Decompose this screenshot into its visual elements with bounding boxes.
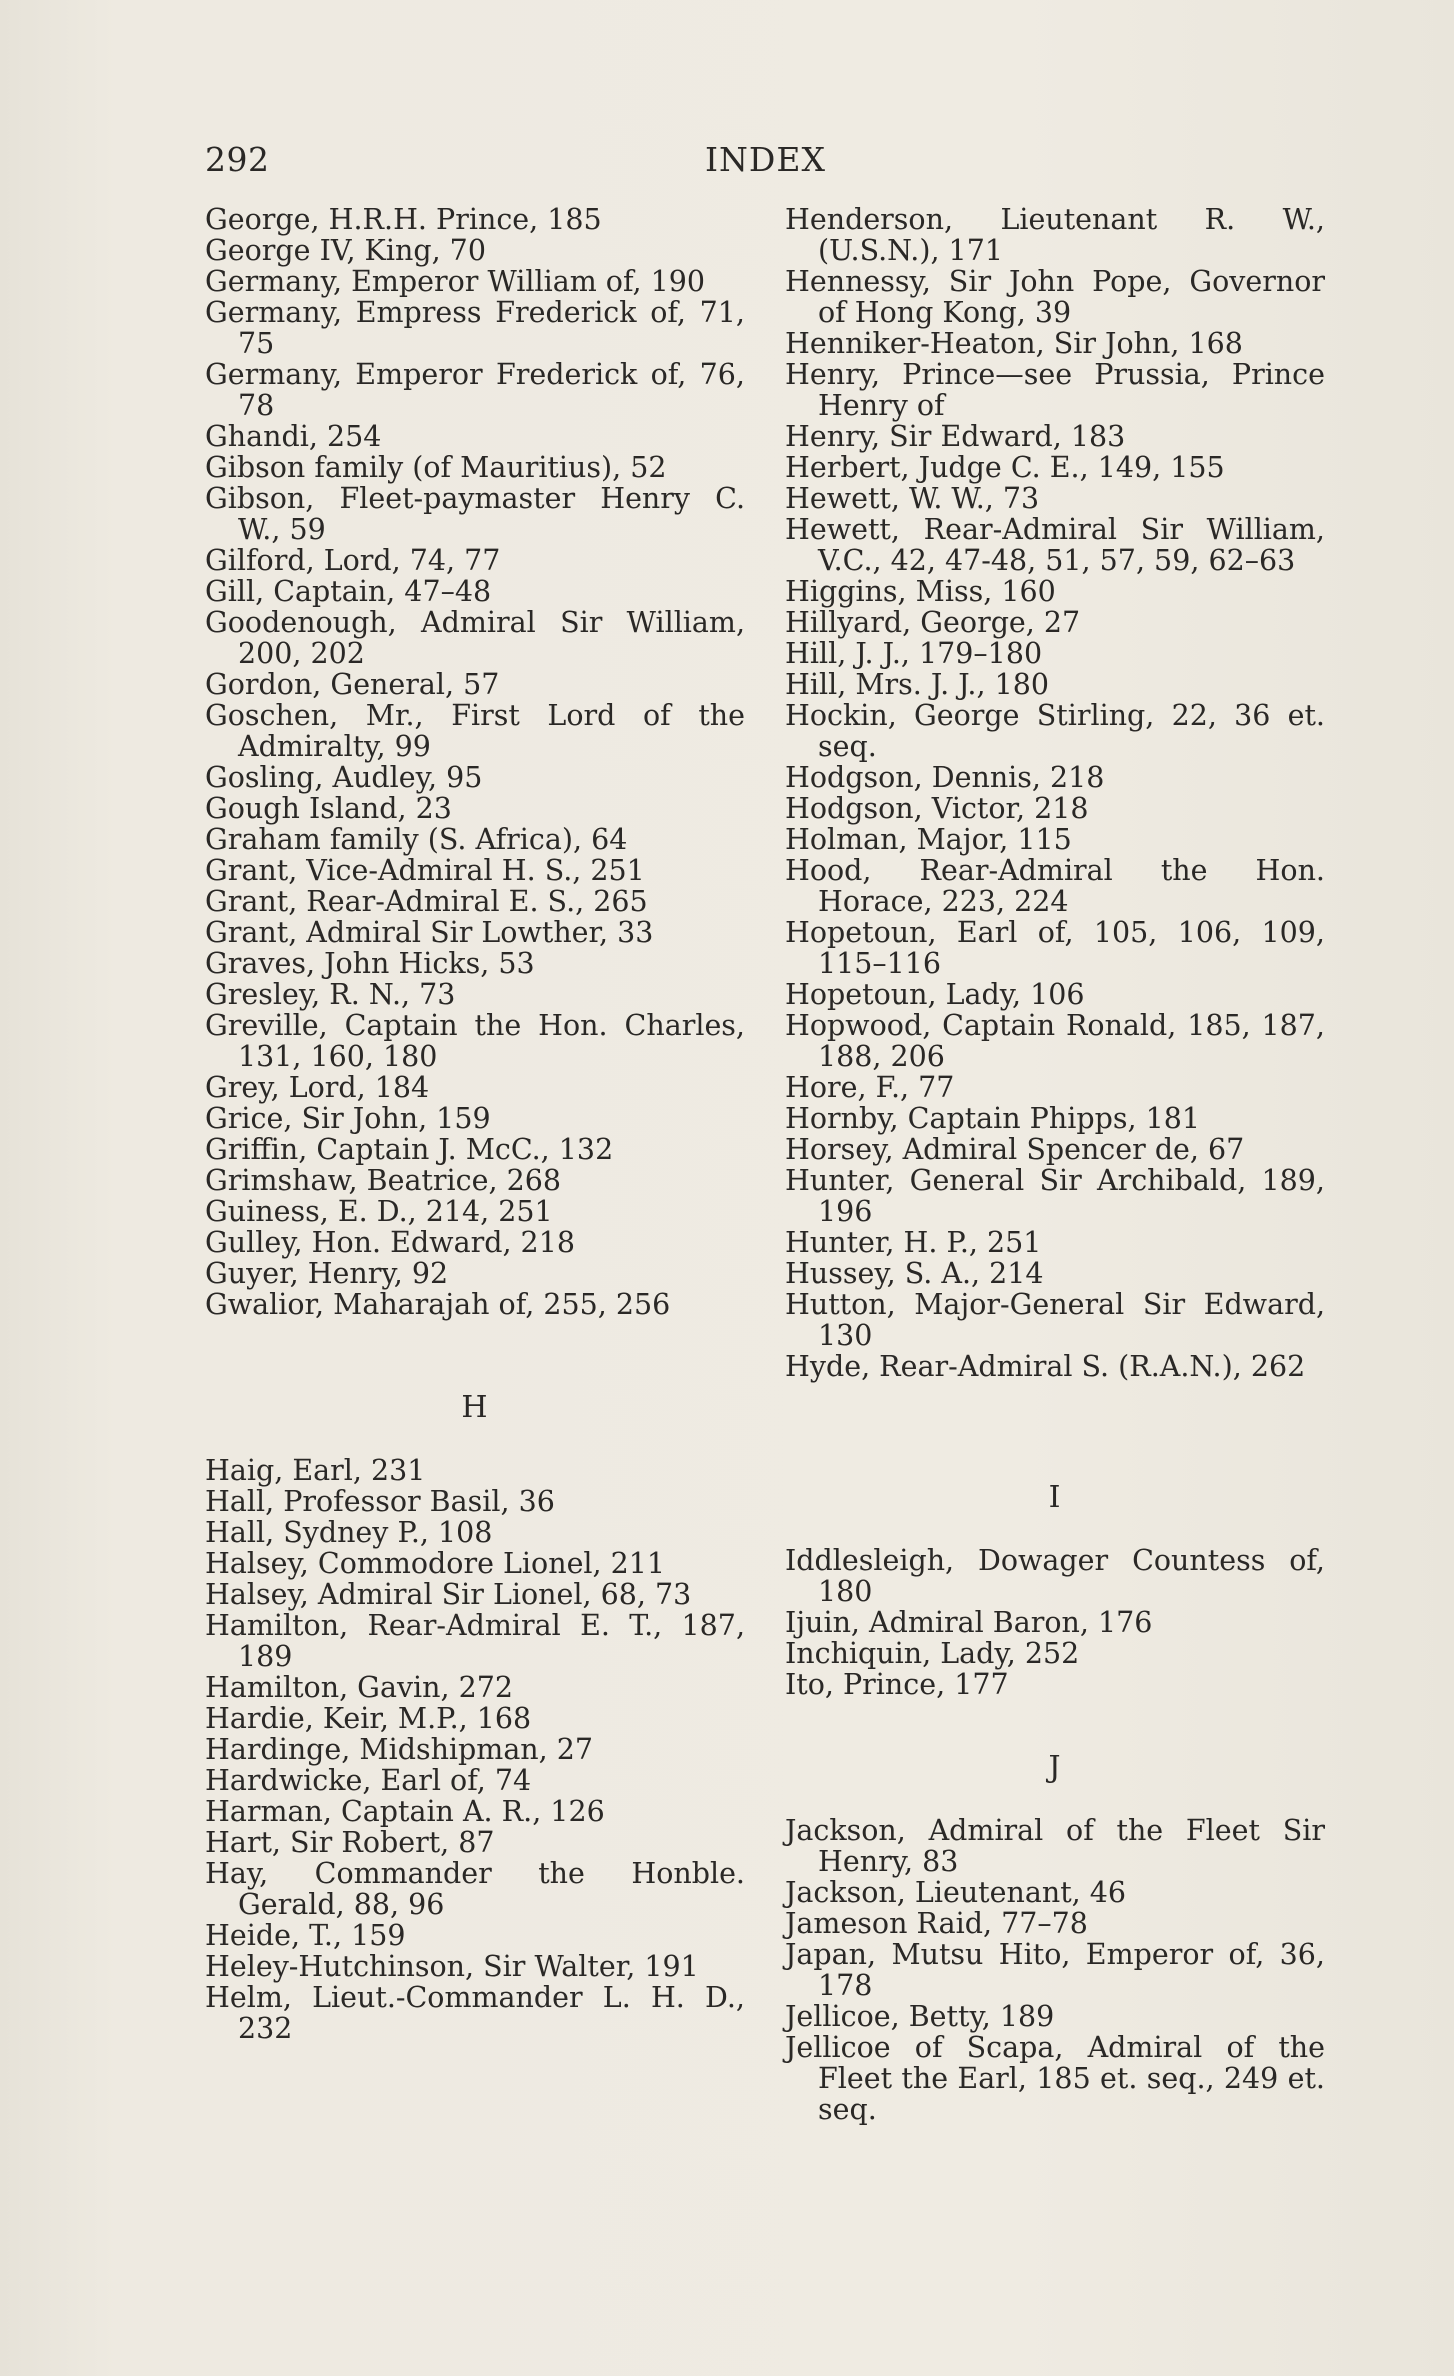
index-entry: Higgins, Miss, 160 bbox=[785, 575, 1056, 608]
index-entry: Griffin, Captain J. McC., 132 bbox=[205, 1133, 614, 1166]
index-entry: Hewett, W. W., 73 bbox=[785, 482, 1040, 515]
index-entry: Hussey, S. A., 214 bbox=[785, 1257, 1044, 1290]
index-entry: Hutton, Major-General Sir Edward, 130 bbox=[785, 1288, 1325, 1352]
index-entry: Ijuin, Admiral Baron, 176 bbox=[785, 1606, 1153, 1639]
index-entry: Germany, Emperor Frederick of, 76, 78 bbox=[205, 358, 745, 422]
index-entry: Gwalior, Maharajah of, 255, 256 bbox=[205, 1288, 671, 1321]
index-entry: Gilford, Lord, 74, 77 bbox=[205, 544, 501, 577]
index-entry: Holman, Major, 115 bbox=[785, 823, 1072, 856]
index-entry: Halsey, Commodore Lionel, 211 bbox=[205, 1547, 666, 1580]
index-entry: Graham family (S. Africa), 64 bbox=[205, 823, 628, 856]
index-entry: Hyde, Rear-Admiral S. (R.A.N.), 262 bbox=[785, 1350, 1306, 1383]
index-entry: Hopwood, Captain Ronald, 185, 187, 188, 206 bbox=[785, 1009, 1325, 1073]
index-column-right bbox=[785, 204, 1325, 2125]
index-entry: Henry, Prince—see Prussia, Prince Henry of bbox=[785, 358, 1325, 422]
index-entry: Gibson family (of Mauritius), 52 bbox=[205, 451, 667, 484]
index-entry: Hornby, Captain Phipps, 181 bbox=[785, 1102, 1200, 1135]
index-entry: Goschen, Mr., First Lord of the Admiralty, 99 bbox=[205, 699, 745, 763]
index-entry: Hopetoun, Earl of, 105, 106, 109, 115–116 bbox=[785, 916, 1325, 980]
running-head: INDEX bbox=[705, 140, 826, 179]
index-entry: Hamilton, Gavin, 272 bbox=[205, 1671, 514, 1704]
section-letter-i: I bbox=[1048, 1480, 1062, 1515]
index-entry: Gibson, Fleet-paymaster Henry C. W., 59 bbox=[205, 482, 745, 546]
index-entry: Grant, Rear-Admiral E. S., 265 bbox=[205, 885, 648, 918]
index-entry: Hockin, George Stirling, 22, 36 et. seq. bbox=[785, 699, 1325, 763]
index-entry: Henniker-Heaton, Sir John, 168 bbox=[785, 327, 1243, 360]
index-entry: Hopetoun, Lady, 106 bbox=[785, 978, 1085, 1011]
index-entry: Ghandi, 254 bbox=[205, 420, 382, 453]
index-entry: Hodgson, Victor, 218 bbox=[785, 792, 1089, 825]
page-number: 292 bbox=[205, 140, 270, 179]
index-entry: Heley-Hutchinson, Sir Walter, 191 bbox=[205, 1950, 699, 1983]
index-entry: Hood, Rear-Admiral the Hon. Horace, 223, 224 bbox=[785, 854, 1325, 918]
index-entry: Jameson Raid, 77–78 bbox=[785, 1907, 1088, 1940]
index-entry: Gough Island, 23 bbox=[205, 792, 452, 825]
index-entry: Germany, Empress Frederick of, 71, 75 bbox=[205, 296, 745, 360]
index-entry: Grey, Lord, 184 bbox=[205, 1071, 430, 1104]
index-entry: Grimshaw, Beatrice, 268 bbox=[205, 1164, 561, 1197]
index-entry: Guyer, Henry, 92 bbox=[205, 1257, 449, 1290]
index-entry: Hunter, General Sir Archibald, 189, 196 bbox=[785, 1164, 1325, 1228]
index-entry: Hardinge, Midshipman, 27 bbox=[205, 1733, 594, 1766]
index-entry: Horsey, Admiral Spencer de, 67 bbox=[785, 1133, 1245, 1166]
index-entry: George, H.R.H. Prince, 185 bbox=[205, 203, 602, 236]
section-letter-h: H bbox=[461, 1390, 489, 1425]
index-entry: Jellicoe, Betty, 189 bbox=[785, 2000, 1055, 2033]
index-entry: Hunter, H. P., 251 bbox=[785, 1226, 1042, 1259]
index-entry: Henry, Sir Edward, 183 bbox=[785, 420, 1126, 453]
index-section-g bbox=[205, 204, 745, 1320]
index-entry: Halsey, Admiral Sir Lionel, 68, 73 bbox=[205, 1578, 692, 1611]
index-entry: Hewett, Rear-Admiral Sir William, V.C., 42, 47-48, 51, 57, 59, 62–63 bbox=[785, 513, 1325, 577]
index-section-i bbox=[785, 1545, 1325, 1700]
index-entry: Graves, John Hicks, 53 bbox=[205, 947, 535, 980]
index-entry: George IV, King, 70 bbox=[205, 234, 486, 267]
index-entry: Germany, Emperor William of, 190 bbox=[205, 265, 706, 298]
index-entry: Ito, Prince, 177 bbox=[785, 1668, 1009, 1701]
index-entry: Grice, Sir John, 159 bbox=[205, 1102, 491, 1135]
index-entry: Grant, Vice-Admiral H. S., 251 bbox=[205, 854, 645, 887]
index-entry: Jellicoe of Scapa, Admiral of the Fleet the Earl, 185 et. seq., 249 et. seq. bbox=[785, 2031, 1325, 2126]
index-entry: Heide, T., 159 bbox=[205, 1919, 406, 1952]
index-section-j bbox=[785, 1815, 1325, 2125]
index-entry: Hodgson, Dennis, 218 bbox=[785, 761, 1105, 794]
index-section-h bbox=[205, 1455, 745, 2044]
index-section-h-continued bbox=[785, 204, 1325, 1382]
index-entry: Gill, Captain, 47–48 bbox=[205, 575, 492, 608]
index-entry: Jackson, Admiral of the Fleet Sir Henry, 83 bbox=[785, 1814, 1325, 1878]
index-entry: Goodenough, Admiral Sir William, 200, 202 bbox=[205, 606, 745, 670]
index-column-left bbox=[205, 204, 745, 2044]
index-entry: Gordon, General, 57 bbox=[205, 668, 500, 701]
index-entry: Hall, Professor Basil, 36 bbox=[205, 1485, 555, 1518]
index-entry: Henderson, Lieutenant R. W., (U.S.N.), 171 bbox=[785, 203, 1325, 267]
index-entry: Greville, Captain the Hon. Charles, 131, 160, 180 bbox=[205, 1009, 745, 1073]
section-letter-j: J bbox=[1048, 1750, 1062, 1785]
index-entry: Hennessy, Sir John Pope, Governor of Hong Kong, 39 bbox=[785, 265, 1325, 329]
index-entry: Gosling, Audley, 95 bbox=[205, 761, 483, 794]
index-entry: Japan, Mutsu Hito, Emperor of, 36, 178 bbox=[785, 1938, 1325, 2002]
index-entry: Hart, Sir Robert, 87 bbox=[205, 1826, 495, 1859]
index-entry: Grant, Admiral Sir Lowther, 33 bbox=[205, 916, 654, 949]
index-entry: Hardie, Keir, M.P., 168 bbox=[205, 1702, 532, 1735]
index-entry: Gresley, R. N., 73 bbox=[205, 978, 456, 1011]
index-entry: Hall, Sydney P., 108 bbox=[205, 1516, 493, 1549]
index-entry: Hill, J. J., 179–180 bbox=[785, 637, 1043, 670]
index-entry: Haig, Earl, 231 bbox=[205, 1454, 426, 1487]
index-entry: Hamilton, Rear-Admiral E. T., 187, 189 bbox=[205, 1609, 745, 1673]
index-entry: Guiness, E. D., 214, 251 bbox=[205, 1195, 553, 1228]
index-entry: Hillyard, George, 27 bbox=[785, 606, 1081, 639]
index-entry: Inchiquin, Lady, 252 bbox=[785, 1637, 1080, 1670]
index-entry: Hore, F., 77 bbox=[785, 1071, 955, 1104]
index-entry: Herbert, Judge C. E., 149, 155 bbox=[785, 451, 1225, 484]
index-entry: Hill, Mrs. J. J., 180 bbox=[785, 668, 1049, 701]
index-entry: Hardwicke, Earl of, 74 bbox=[205, 1764, 532, 1797]
index-entry: Harman, Captain A. R., 126 bbox=[205, 1795, 605, 1828]
index-entry: Gulley, Hon. Edward, 218 bbox=[205, 1226, 575, 1259]
index-entry: Jackson, Lieutenant, 46 bbox=[785, 1876, 1127, 1909]
index-entry: Iddlesleigh, Dowager Countess of, 180 bbox=[785, 1544, 1325, 1608]
index-entry: Hay, Commander the Honble. Gerald, 88, 96 bbox=[205, 1857, 745, 1921]
index-entry: Helm, Lieut.-Commander L. H. D., 232 bbox=[205, 1981, 745, 2045]
